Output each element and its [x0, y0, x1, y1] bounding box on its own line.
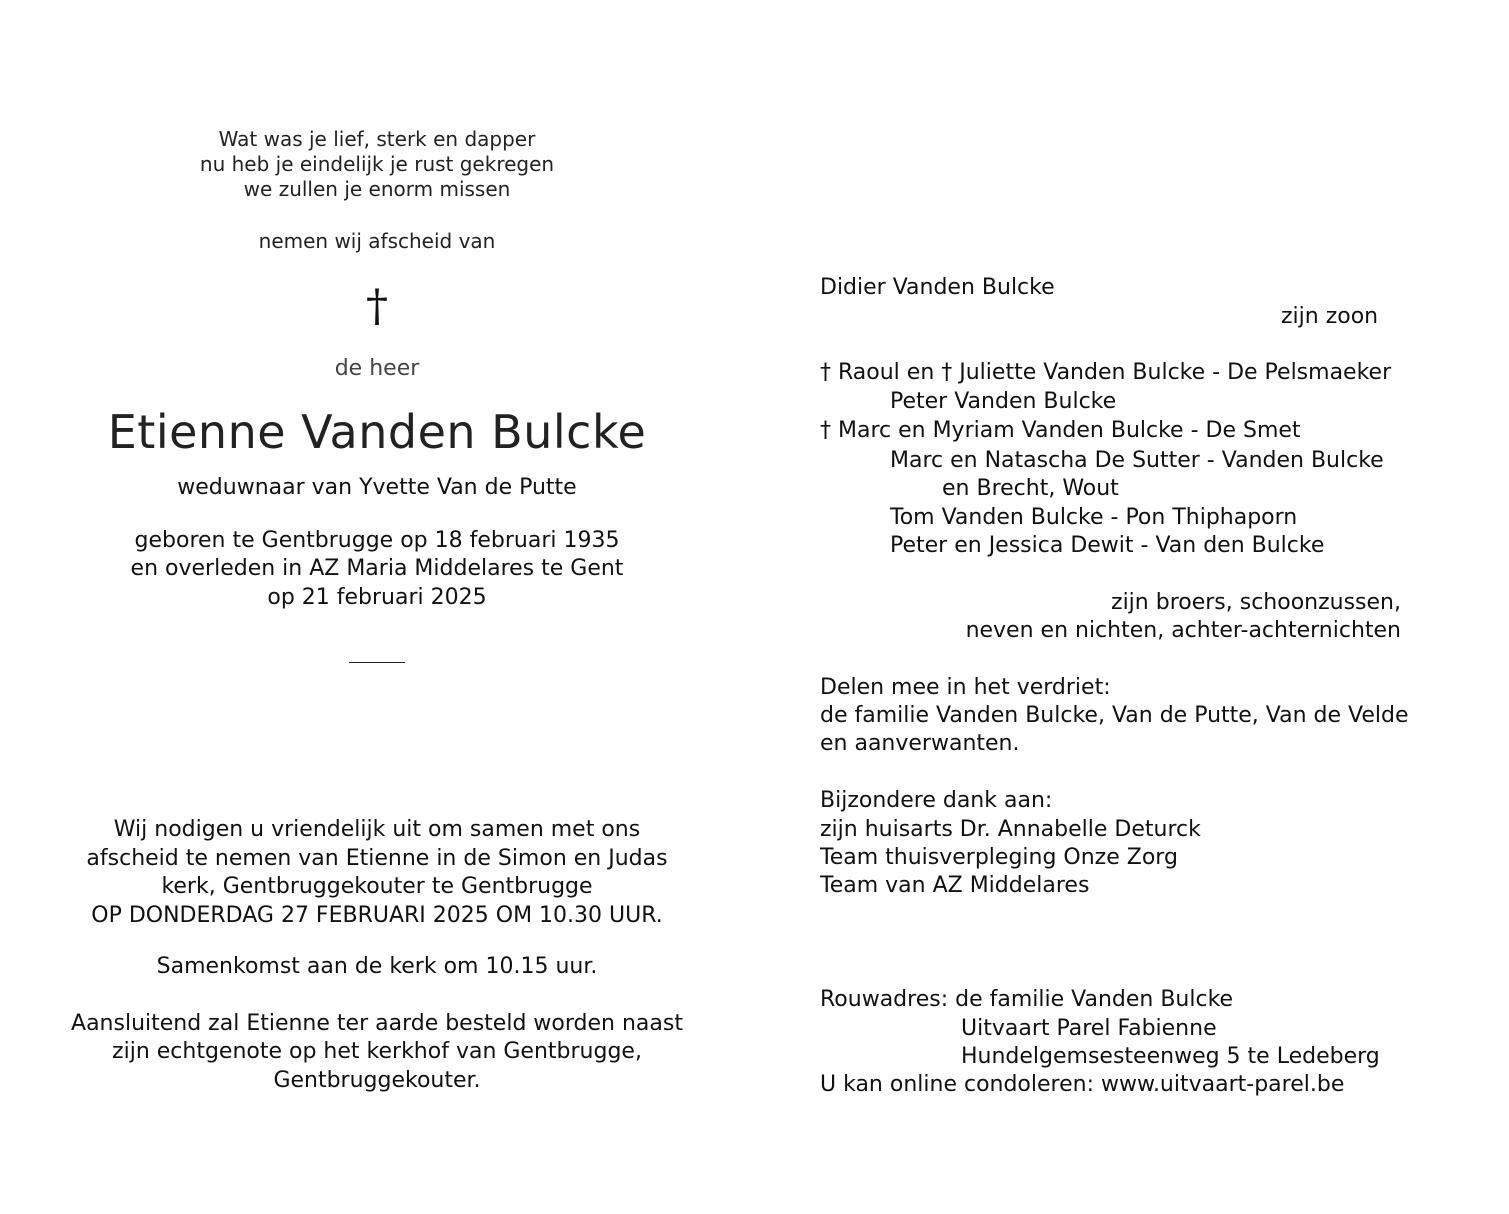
poem-line: nu heb je eindelijk je rust gekregen: [199, 152, 555, 176]
divider: [349, 662, 405, 663]
poem-line: Wat was je lief, sterk en dapper: [218, 127, 536, 151]
thanks-line: Team van AZ Middelares: [820, 873, 1090, 898]
address-line: Hundelgemsesteenweg 5 te Ledeberg: [961, 1044, 1380, 1069]
thanks-line: zijn huisarts Dr. Annabelle Deturck: [820, 817, 1201, 842]
title-text: de heer: [334, 356, 420, 381]
share-line: Delen mee in het verdriet:: [820, 675, 1111, 700]
gathering-text: Samenkomst aan de kerk om 10.15 uur.: [156, 954, 598, 979]
invitation-line: Wij nodigen u vriendelijk uit om samen met ons: [113, 817, 641, 842]
birth-death-line: op 21 februari 2025: [267, 585, 487, 610]
condolence-link[interactable]: U kan online condoleren: www.uitvaart-parel.be: [820, 1072, 1345, 1097]
deceased-name: Etienne Vanden Bulcke: [107, 405, 647, 459]
invitation-line: kerk, Gentbruggekouter te Gentbrugge: [161, 874, 593, 899]
family-role-line: zijn broers, schoonzussen,: [1111, 590, 1401, 615]
thanks-line: Team thuisverpleging Onze Zorg: [820, 845, 1178, 870]
family-line: en Brecht, Wout: [942, 476, 1119, 501]
birth-death-line: geboren te Gentbrugge op 18 februari 1935: [134, 528, 620, 553]
widower-text: weduwnaar van Yvette Van de Putte: [177, 475, 577, 500]
birth-death-line: en overleden in AZ Maria Middelares te Gent: [130, 556, 624, 581]
family-line: Tom Vanden Bulcke - Pon Thiphaporn: [890, 505, 1298, 530]
family-line: Peter Vanden Bulcke: [890, 389, 1117, 414]
poem-line: we zullen je enorm missen: [243, 177, 511, 201]
family-line: † Marc en Myriam Vanden Bulcke - De Smet: [820, 418, 1301, 443]
cross-icon: †: [366, 281, 388, 332]
share-line: de familie Vanden Bulcke, Van de Putte, Van de Velde: [820, 703, 1409, 728]
intro-text: nemen wij afscheid van: [258, 229, 496, 253]
address-line: Rouwadres: de familie Vanden Bulcke: [820, 987, 1234, 1012]
family-line: † Raoul en † Juliette Vanden Bulcke - De Pelsmaeker: [820, 360, 1392, 385]
burial-line: zijn echtgenote op het kerkhof van Gentbrugge,: [112, 1039, 642, 1064]
family-line: Marc en Natascha De Sutter - Vanden Bulcke: [890, 448, 1384, 473]
invitation-line: afscheid te nemen van Etienne in de Simon en Judas: [86, 846, 668, 871]
thanks-line: Bijzondere dank aan:: [820, 788, 1053, 813]
son-name: Didier Vanden Bulcke: [820, 275, 1055, 300]
family-line: Peter en Jessica Dewit - Van den Bulcke: [890, 533, 1325, 558]
son-role: zijn zoon: [1281, 304, 1379, 329]
address-line: Uitvaart Parel Fabienne: [961, 1016, 1217, 1041]
invitation-line: OP DONDERDAG 27 FEBRUARI 2025 OM 10.30 UUR.: [91, 903, 663, 928]
burial-line: Aansluitend zal Etienne ter aarde besteld worden naast: [71, 1011, 683, 1036]
burial-line: Gentbruggekouter.: [273, 1068, 481, 1093]
family-role-line: neven en nichten, achter-achternichten: [965, 618, 1401, 643]
share-line: en aanverwanten.: [820, 731, 1020, 756]
